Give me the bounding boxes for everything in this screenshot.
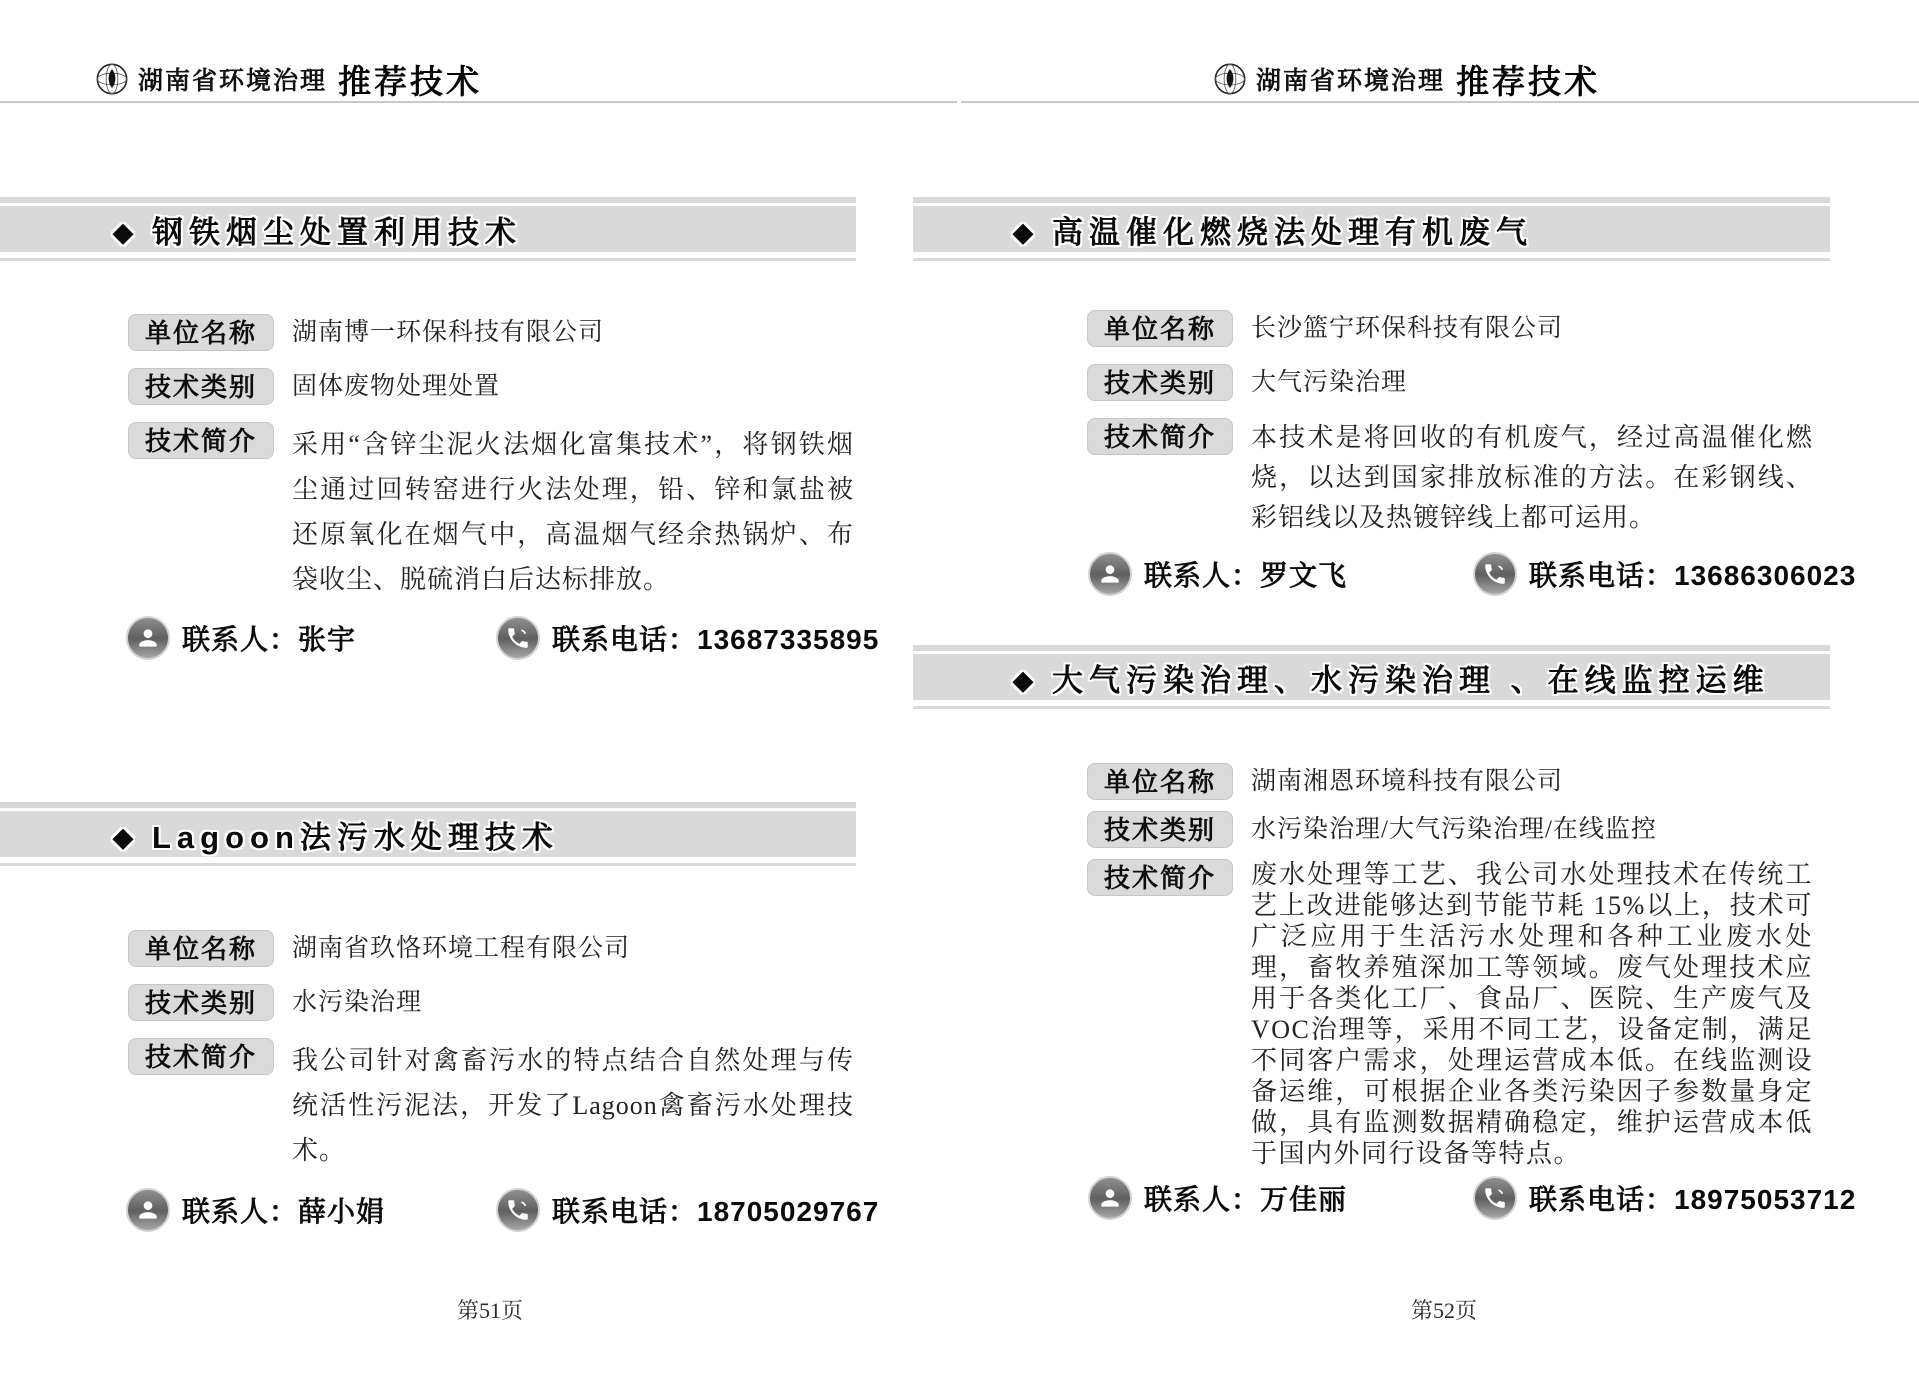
contact-phone-label: 联系电话： — [1529, 1184, 1675, 1215]
page-title-regular: 湖南省环境治理 — [138, 68, 328, 95]
page-title-bold: 推荐技术 — [338, 64, 483, 101]
person-icon — [126, 1188, 170, 1232]
section-banner — [913, 645, 1830, 709]
field-row — [128, 422, 868, 602]
field-value: 大气污染治理 — [1251, 369, 1408, 396]
field-row — [1087, 859, 1827, 1169]
diamond-icon: ◆ — [1013, 216, 1039, 247]
field-value: 水污染治理/大气污染治理/在线监控 — [1251, 816, 1657, 843]
contact-person-label: 联系人： — [1144, 1184, 1261, 1215]
field-row — [128, 984, 868, 1021]
contact-phone — [1473, 552, 1856, 596]
field-row — [1087, 811, 1827, 848]
phone-icon — [496, 1188, 540, 1232]
field-row — [1087, 310, 1827, 347]
section-title — [113, 812, 559, 857]
section-banner — [0, 197, 856, 261]
field-row — [1087, 364, 1827, 401]
page-title-bold: 推荐技术 — [1456, 64, 1601, 101]
field-label: 技术类别 — [128, 984, 274, 1021]
field-label: 单位名称 — [128, 314, 274, 351]
page-number: 第52页 — [1410, 1298, 1477, 1323]
section-title — [113, 207, 522, 252]
contact-phone-number: 13686306023 — [1674, 560, 1857, 591]
info-table — [1087, 763, 1827, 1180]
field-label: 技术类别 — [1087, 811, 1233, 848]
info-table — [128, 930, 868, 1190]
banner-bottom-line — [0, 863, 856, 866]
contact-phone-label: 联系电话： — [552, 1196, 698, 1227]
phone-icon — [496, 616, 540, 660]
page-number: 第51页 — [456, 1298, 523, 1323]
phone-icon — [1473, 1176, 1517, 1220]
field-value: 本技术是将回收的有机废气，经过高温催化燃烧，以达到国家排放标准的方法。在彩钢线、彩铝线以及热镀锌线上都可运用。 — [1251, 423, 1813, 532]
page-title-regular: 湖南省环境治理 — [1256, 68, 1446, 95]
person-icon — [1088, 552, 1132, 596]
section-title — [1013, 207, 1533, 252]
diamond-icon: ◆ — [1013, 664, 1039, 695]
contact-person-label: 联系人： — [182, 1196, 299, 1227]
person-icon — [126, 616, 170, 660]
banner-bottom-line — [0, 258, 856, 261]
contact-person — [1088, 1176, 1347, 1220]
contact-person-label: 联系人： — [182, 624, 299, 655]
contact-phone — [1473, 1176, 1856, 1220]
field-value: 水污染治理 — [292, 989, 423, 1016]
section-title-text: 大气污染治理、水污染治理 、在线监控运维 — [1052, 662, 1770, 698]
contact-phone — [496, 1188, 879, 1232]
page-header-left — [95, 58, 482, 100]
field-row — [128, 1038, 868, 1173]
contact-person-name: 罗文飞 — [1260, 560, 1348, 591]
banner-bottom-line — [913, 706, 1830, 709]
contact-phone-number: 13687335895 — [697, 624, 880, 655]
info-table — [128, 314, 868, 619]
banner-top-line — [913, 197, 1830, 203]
section-banner — [0, 802, 856, 866]
field-label: 技术类别 — [1087, 364, 1233, 401]
field-row — [1087, 763, 1827, 800]
contact-phone-number: 18975053712 — [1674, 1184, 1857, 1215]
field-value: 废水处理等工艺、我公司水处理技术在传统工艺上改进能够达到节能节耗 15%以上，技术可广泛应用于生活污水处理和各种工业废水处理，畜牧养殖深加工等领域。废气处理技术应用于各类化工厂、食品厂、医院、生产废气及 VOC治理等，采用不同工艺，设备定制，满足不同客户需求，处理运营成本低。在线监测设备运维，可根据企业各类污染因子参数量身定做，具有监测数据精确稳定，维护运营成本低于国内外同行设备等特点。 — [1251, 860, 1813, 1168]
banner-bar — [913, 206, 1830, 252]
phone-icon — [1473, 552, 1517, 596]
field-value: 固体废物处理处置 — [292, 373, 501, 400]
diamond-icon: ◆ — [113, 216, 139, 247]
contact-person — [126, 616, 356, 660]
contact-phone-label: 联系电话： — [552, 624, 698, 655]
header-divider — [961, 101, 1919, 103]
field-label: 技术简介 — [1087, 859, 1233, 896]
section-title-text: 钢铁烟尘处置利用技术 — [152, 214, 522, 250]
banner-top-line — [0, 197, 856, 203]
contact-person-name: 张宇 — [298, 624, 357, 655]
section-title — [1013, 655, 1770, 700]
diamond-icon: ◆ — [113, 821, 139, 852]
field-label: 技术简介 — [128, 422, 274, 459]
field-value: 长沙篮宁环保科技有限公司 — [1251, 315, 1564, 342]
contact-person-name: 薛小娟 — [298, 1196, 386, 1227]
info-table — [1087, 310, 1827, 555]
contact-phone-label: 联系电话： — [1529, 560, 1675, 591]
field-row — [128, 368, 868, 405]
field-value: 湖南省玖恪环境工程有限公司 — [292, 935, 631, 962]
section-banner — [913, 197, 1830, 261]
contact-person — [126, 1188, 385, 1232]
field-row — [128, 314, 868, 351]
field-value: 湖南湘恩环境科技有限公司 — [1251, 768, 1564, 795]
field-value: 我公司针对禽畜污水的特点结合自然处理与传统活性污泥法，开发了Lagoon禽畜污水处理技术。 — [292, 1046, 854, 1165]
field-value: 湖南博一环保科技有限公司 — [292, 319, 605, 346]
field-label: 技术简介 — [128, 1038, 274, 1075]
globe-leaf-logo-icon — [95, 62, 129, 96]
contact-phone — [496, 616, 879, 660]
section-title-text: Lagoon法污水处理技术 — [152, 819, 559, 855]
contact-person-label: 联系人： — [1144, 560, 1261, 591]
field-label: 单位名称 — [128, 930, 274, 967]
field-row — [128, 930, 868, 967]
field-row — [1087, 418, 1827, 538]
field-label: 技术类别 — [128, 368, 274, 405]
banner-bottom-line — [913, 258, 1830, 261]
banner-bar — [0, 811, 856, 857]
banner-bar — [0, 206, 856, 252]
section-title-text: 高温催化燃烧法处理有机废气 — [1052, 214, 1533, 250]
field-label: 技术简介 — [1087, 418, 1233, 455]
field-label: 单位名称 — [1087, 763, 1233, 800]
person-icon — [1088, 1176, 1132, 1220]
contact-person-name: 万佳丽 — [1260, 1184, 1348, 1215]
contact-phone-number: 18705029767 — [697, 1196, 880, 1227]
field-label: 单位名称 — [1087, 310, 1233, 347]
globe-leaf-logo-icon — [1213, 62, 1247, 96]
banner-top-line — [0, 802, 856, 808]
header-divider — [0, 101, 957, 103]
banner-bar — [913, 654, 1830, 700]
page-header-right — [1213, 58, 1600, 100]
field-value: 采用“含锌尘泥火法烟化富集技术”，将钢铁烟尘通过回转窑进行火法处理，铅、锌和氯盐被还原氧化在烟气中，高温烟气经余热锅炉、布袋收尘、脱硫消白后达标排放。 — [292, 430, 854, 594]
contact-person — [1088, 552, 1347, 596]
banner-top-line — [913, 645, 1830, 651]
